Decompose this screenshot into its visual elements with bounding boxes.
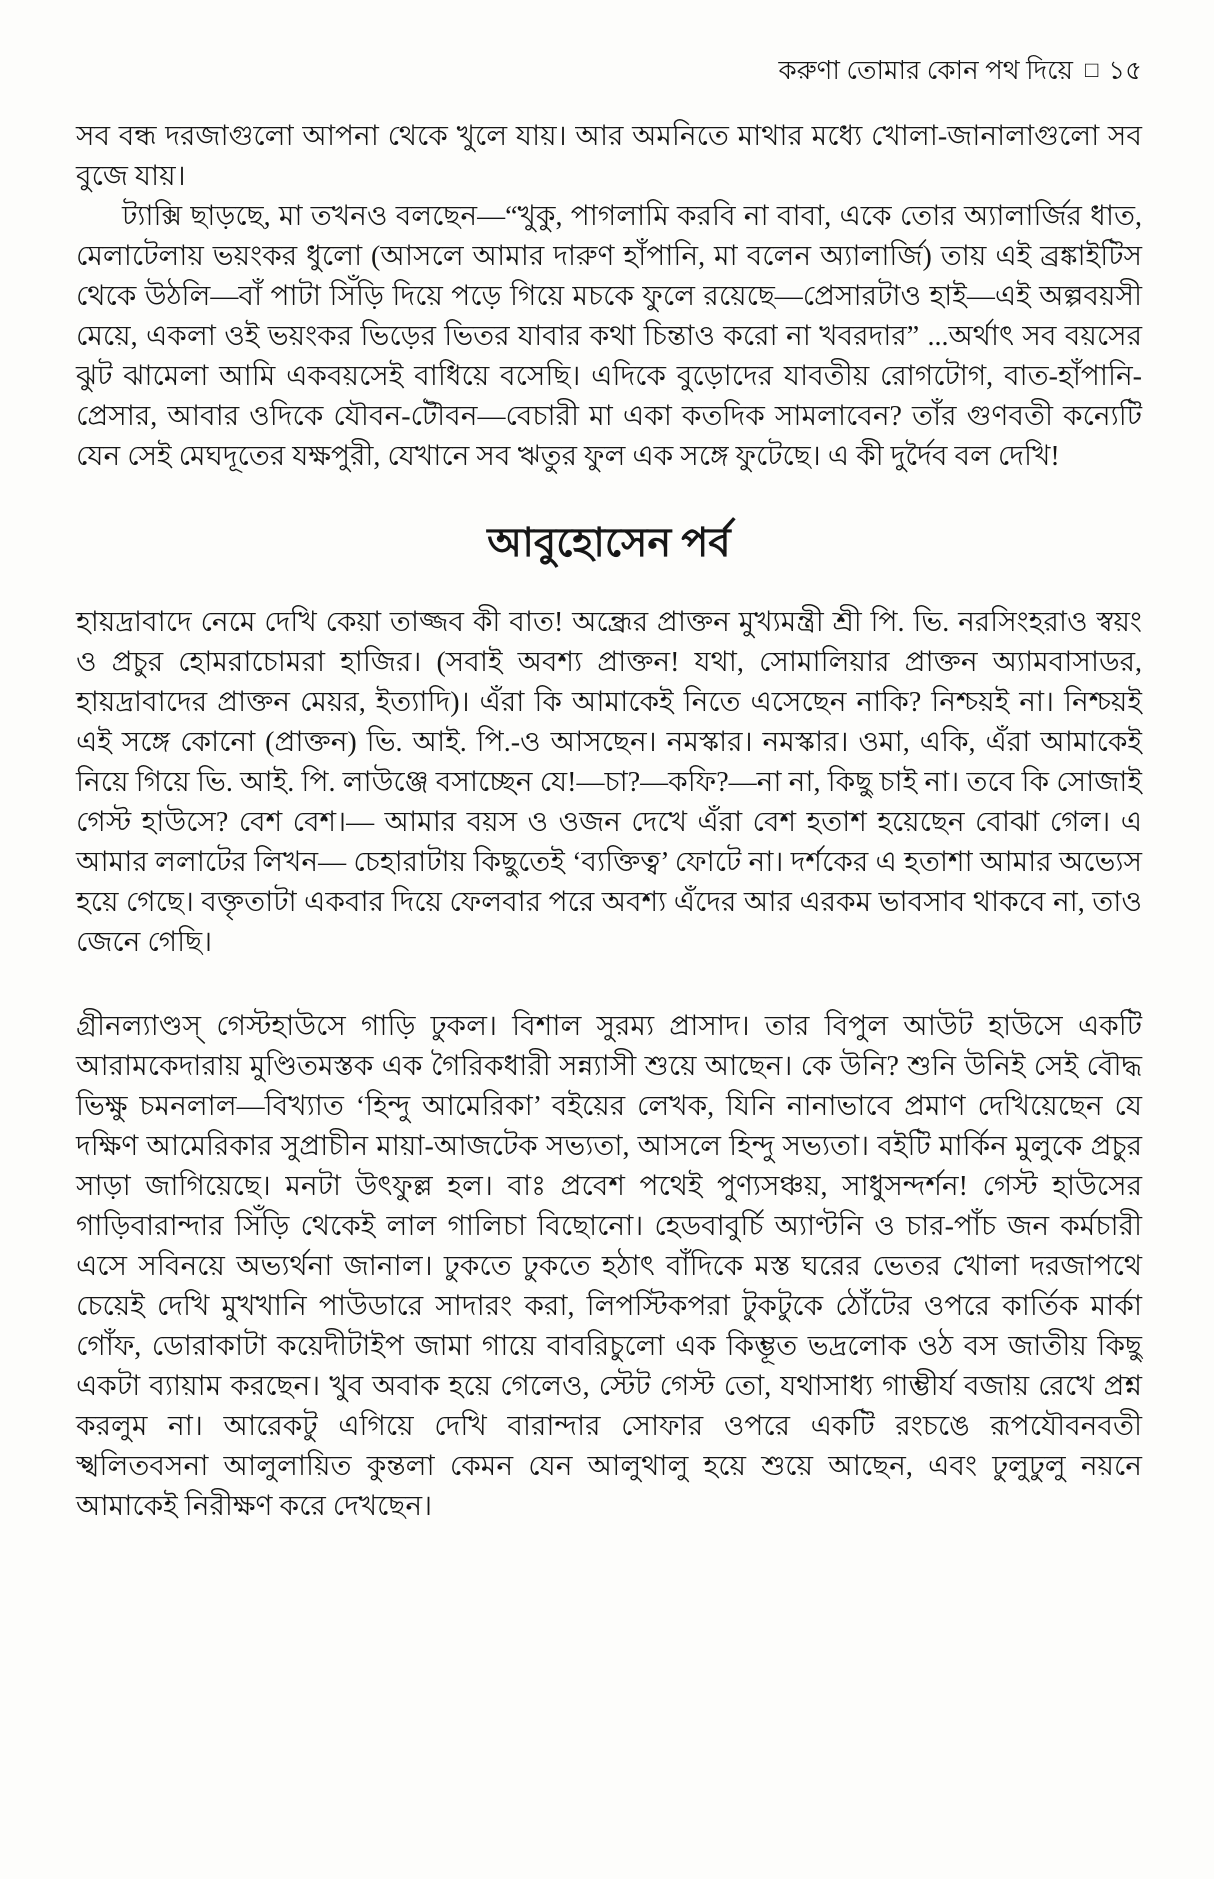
running-header-title: করুণা তোমার কোন পথ দিয়ে xyxy=(778,56,1073,85)
paragraph-1: সব বন্ধ দরজাগুলো আপনা থেকে খুলে যায়। আর অমনিতে মাথার মধ্যে খোলা-জানালাগুলো সব বুজে যায়। xyxy=(76,121,1142,192)
square-bullet-icon: □ xyxy=(1084,57,1099,82)
paragraph-3: হায়দ্রাবাদে নেমে দেখি কেয়া তাজ্জব কী বাত! অন্ধ্রের প্রাক্তন মুখ্যমন্ত্রী শ্রী পি. ভি. নরসিংহরাও স্বয়ং ও প্রচুর হোমরাচোমরা হাজির। (সবাই অবশ্য প্রাক্তন! যথা, সোমালিয়ার প্রাক্তন অ্যামবাসাডর, হায়দ্রাবাদের প্রাক্তন মেয়র, ইত্যাদি)। এঁরা কি আমাকেই নিতে এসেছেন নাকি? নিশ্চয়ই না। নিশ্চয়ই এই সঙ্গে কোনো (প্রাক্তন) ভি. আই. পি.-ও আসছেন। নমস্কার। নমস্কার। ওমা, একি, এঁরা আমাকেই নিয়ে গিয়ে ভি. আই. পি. লাউঞ্জে বসাচ্ছেন যে!—চা?—কফি?—না না, কিছু চাই না। তবে কি সোজাই গেস্ট হাউসে? বেশ বেশ।— আমার বয়স ও ওজন দেখে এঁরা বেশ হতাশ হয়েছেন বোঝা গেল। এ আমার ললাটের লিখন— চেহারাটায় কিছুতেই ‘ব্যক্তিত্ব’ ফোটে না। দর্শকের এ হতাশা আমার অভ্যেস হয়ে গেছে। বক্তৃতাটা একবার দিয়ে ফেলবার পরে অবশ্য এঁদের আর এরকম ভাবসাব থাকবে না, তাও জেনে গেছি। xyxy=(76,607,1142,958)
page-number: ১৫ xyxy=(1108,56,1142,85)
running-header xyxy=(76,56,1142,87)
paragraph-4: গ্রীনল্যাণ্ডস্ গেস্টহাউসে গাড়ি ঢুকল। বিশাল সুরম্য প্রাসাদ। তার বিপুল আউট হাউসে একটি আরামকেদারায় মুণ্ডিতমস্তক এক গৈরিকধারী সন্ন্যাসী শুয়ে আছেন। কে উনি? শুনি উনিই সেই বৌদ্ধ ভিক্ষু চমনলাল—বিখ্যাত ‘হিন্দু আমেরিকা’ বইয়ের লেখক, যিনি নানাভাবে প্রমাণ দেখিয়েছেন যে দক্ষিণ আমেরিকার সুপ্রাচীন মায়া-আজটেক সভ্যতা, আসলে হিন্দু সভ্যতা। বইটি মার্কিন মুলুকে প্রচুর সাড়া জাগিয়েছে। মনটা উৎফুল্ল হল। বাঃ প্রবেশ পথেই পুণ্যসঞ্চয়, সাধুসন্দর্শন! গেস্ট হাউসের গাড়িবারান্দার সিঁড়ি থেকেই লাল গালিচা বিছোনো। হেডবাবুর্চি অ্যাণ্টনি ও চার-পাঁচ জন কর্মচারী এসে সবিনয়ে অভ্যর্থনা জানাল। ঢুকতে ঢুকতে হঠাৎ বাঁদিকে মস্ত ঘরের ভেতর খোলা দরজাপথে চেয়েই দেখি মুখখানি পাউডারে সাদারং করা, লিপস্টিকপরা টুকটুকে ঠোঁটের ওপরে কার্তিক মার্কা গোঁফ, ডোরাকাটা কয়েদীটাইপ জামা গায়ে বাবরিচুলো এক কিম্ভূত ভদ্রলোক ওঠ বস জাতীয় কিছু একটা ব্যায়াম করছেন। খুব অবাক হয়ে গেলেও, স্টেট গেস্ট তো, যথাসাধ্য গাম্ভীর্য বজায় রেখে প্রশ্ন করলুম না। আরেকটু এগিয়ে দেখি বারান্দার সোফার ওপরে একটি রংচঙে রূপযৌবনবতী স্খলিতবসনা আলুলায়িত কুন্তলা কেমন যেন আলুথালু হয়ে শুয়ে আছেন, এবং ঢুলুঢুলু নয়নে আমাকেই নিরীক্ষণ করে দেখছেন। xyxy=(76,1011,1142,1522)
section-heading: আবুহোসেন পর্ব xyxy=(487,520,731,565)
paragraph-2: ট্যাক্সি ছাড়ছে, মা তখনও বলছেন—“খুকু, পাগলামি করবি না বাবা, একে তোর অ্যালার্জির ধাত, মেলাটেলায় ভয়ংকর ধুলো (আসলে আমার দারুণ হাঁপানি, মা বলেন অ্যালার্জি) তায় এই ব্রঙ্কাইটিস থেকে উঠলি—বাঁ পাটা সিঁড়ি দিয়ে পড়ে গিয়ে মচকে ফুলে রয়েছে—প্রেসারটাও হাই—এই অল্পবয়সী মেয়ে, একলা ওই ভয়ংকর ভিড়ের ভিতর যাবার কথা চিন্তাও করো না খবরদার” ...অর্থাৎ সব বয়সের ঝুট ঝামেলা আমি একবয়সেই বাধিয়ে বসেছি। এদিকে বুড়োদের যাবতীয় রোগটোগ, বাত-হাঁপানি-প্রেসার, আবার ওদিকে যৌবন-টৌবন—বেচারী মা একা কতদিক সামলাবেন? তাঁর গুণবতী কন্যেটি যেন সেই মেঘদূতের যক্ষপুরী, যেখানে সব ঋতুর ফুল এক সঙ্গে ফুটেছে। এ কী দুর্দৈব বল দেখি! xyxy=(76,201,1142,472)
